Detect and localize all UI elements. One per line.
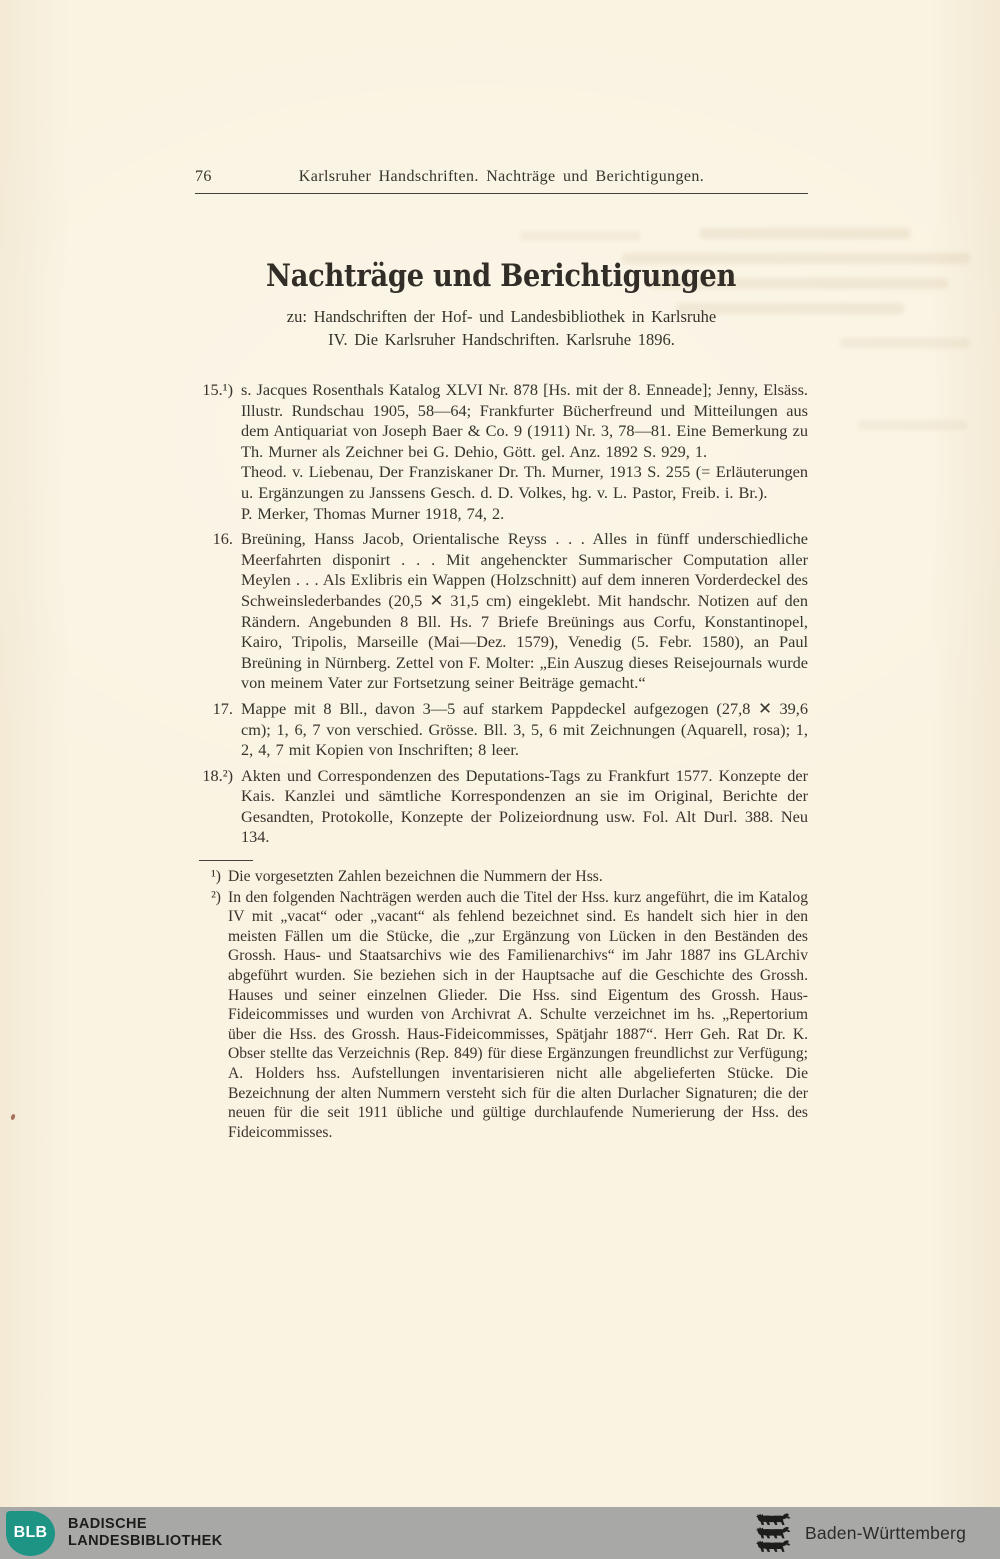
entry-number: 15.¹) [202,380,233,399]
footnote-marker: ²) [211,888,221,906]
blb-logo-text: BLB [13,1524,48,1541]
entry-paragraph: P. Merker, Thomas Murner 1918, 74, 2. [241,503,505,523]
entry-17 [195,699,808,761]
text-column [195,168,808,1143]
entry-paragraph: Mappe mit 8 Bll., davon 3—5 auf starkem Pappdeckel aufgezogen (27,8 ✕ 39,6 cm); 1, 6, 7 von verschied. Grösse. Bll. 3, 5, 6 mit Zeichnungen (Aquarell, rosa); 1, 2, 4, 7 mit Kopien von Inschriften; 8 leer. [241,698,808,760]
entry-paragraph: Akten und Correspondenzen des Deputations-Tags zu Frankfurt 1577. Konzepte der Kais. Kanzlei und sämtliche Korrespondenzen an sie im Original, Berichte der Gesandten, Protokolle, Konzepte der Polizeiordnung usw. Fol. Alt Durl. 388. Neu 134. [241,765,808,847]
entry-body [241,380,808,524]
entry-16 [195,529,808,694]
library-name-line-2: LANDESBIBLIOTHEK [68,1533,223,1549]
entry-paragraph: s. Jacques Rosenthals Katalog XLVI Nr. 878 [Hs. mit der 8. Enneade]; Jenny, Elsäss. Illustr. Rundschau 1905, 58—64; Frankfurter Bücherfreund und Mitteilungen aus dem Antiquariat von Joseph Baer & Co. 9 (1911) Nr. 3, 78—81. Eine Bemerkung zu Th. Murner als Zeichner bei G. Dehio, Gött. gel. Anz. 1892 S. 929, 1. [241,380,808,461]
footnote-1 [195,867,808,887]
entry-18 [195,766,808,848]
entry-15 [195,380,808,524]
entry-paragraph: Breüning, Hanss Jacob, Orientalische Reyss . . . Alles in fünff underschiedliche Meerfahrten disponirt . . . Mit angehenckter Summarischer Computation aller Meylen . . . Als Exlibris ein Wappen (Holzschnitt) auf dem inneren Vorderdeckel des Schweinslederbandes (20,5 ✕ 31,5 cm) eingeklebt. Mit handschr. Notizen auf den Rändern. Angebunden 8 Bll. Hs. 7 Briefe Breünings aus Corfu, Konstantinopel, Kairo, Tripolis, Marseille (Mai—Dez. 1579), Venedig (5. Febr. 1580), an Paul Breüning in Nürnberg. Zettel von F. Molter: „Ein Auszug dieses Reisejournals wurde von meinem Vater zur Fortsetzung seiner Beiträge gemacht.“ [241,529,808,693]
entry-number: 17. [212,698,233,718]
page-number: 76 [195,168,212,185]
subtitle [195,306,808,351]
footnote-list [195,867,808,1142]
footnote-2 [195,888,808,1143]
page-title: Nachträge und Berichtigungen [266,258,737,294]
baden-wuerttemberg-lions-icon [755,1513,793,1553]
footnote-text: In den folgenden Nachträgen werden auch die Titel der Hss. kurz angeführt, die im Katalog IV mit „vacat“ oder „vacant“ als fehlend bezeichnet sind. Es handelt sich hier in den meisten Fällen um die Stücke, die „zur Ergänzung von Lücken in den Beständen des Grossh. Haus- und Staatsarchivs wie des Familienarchivs“ im Jahr 1887 ins GLArchiv abgeführt wurden. Sie beziehen sich in der Hauptsache auf die Geschichte des Grossh. Hauses und seiner einzelnen Glieder. Die Hss. sind Eigentum des Grossh. Haus-Fideicommisses und wurden von Archivrat A. Schulte verzeichnet im hs. „Repertorium über die Hss. des Grossh. Haus-Fideicommisses, Spätjahr 1887“. Herr Geh. Rat Dr. K. Obser stellte das Verzeichnis (Rep. 849) für diese Ergänzungen freundlichst zur Verfügung; A. Holders hss. Aufstellungen inventarisieren nicht alle abgelieferten Stücke. Die Bezeichnung der alten Nummern versteht sich für die alten Durlacher Signaturen; die der neuen für die seit 1911 übliche und gültige durchlaufende Numerierung der Hss. des Fideicommisses. [228,888,808,1141]
entry-number: 16. [212,529,233,549]
entry-body [241,699,808,761]
paper-speck [10,1113,16,1120]
entry-body [241,766,808,848]
entry-list [195,380,808,848]
subtitle-line-2: IV. Die Karlsruher Handschriften. Karlsruhe 1896. [328,329,675,349]
bleedthrough-artifact [858,420,968,430]
footnote-text: Die vorgesetzten Zahlen bezeichnen die Nummern der Hss. [228,868,603,886]
entry-paragraph: Theod. v. Liebenau, Der Franziskaner Dr. Th. Murner, 1913 S. 255 (= Erläuterungen u. Ergänzungen zu Janssens Gesch. d. D. Volkes, hg. v. L. Pastor, Freib. i. Br.). [241,462,808,502]
footnote-marker: ¹) [211,868,221,886]
header-rule [195,193,808,194]
bleedthrough-artifact [840,338,970,348]
blb-logo [6,1511,55,1556]
state-name: Baden-Württemberg [805,1522,966,1543]
library-name-line-1: BADISCHE [68,1515,147,1532]
subtitle-line-1: zu: Handschriften der Hof- und Landesbibliothek in Karlsruhe [286,307,717,326]
footnote-separator [199,860,253,861]
running-head-text: Karlsruher Handschriften. Nachträge und Berichtigungen. [298,168,705,185]
entry-body [241,529,808,694]
footer-bar [0,1507,1000,1559]
running-head [195,168,808,186]
entry-number: 18.²) [202,765,233,785]
library-name [68,1516,223,1551]
